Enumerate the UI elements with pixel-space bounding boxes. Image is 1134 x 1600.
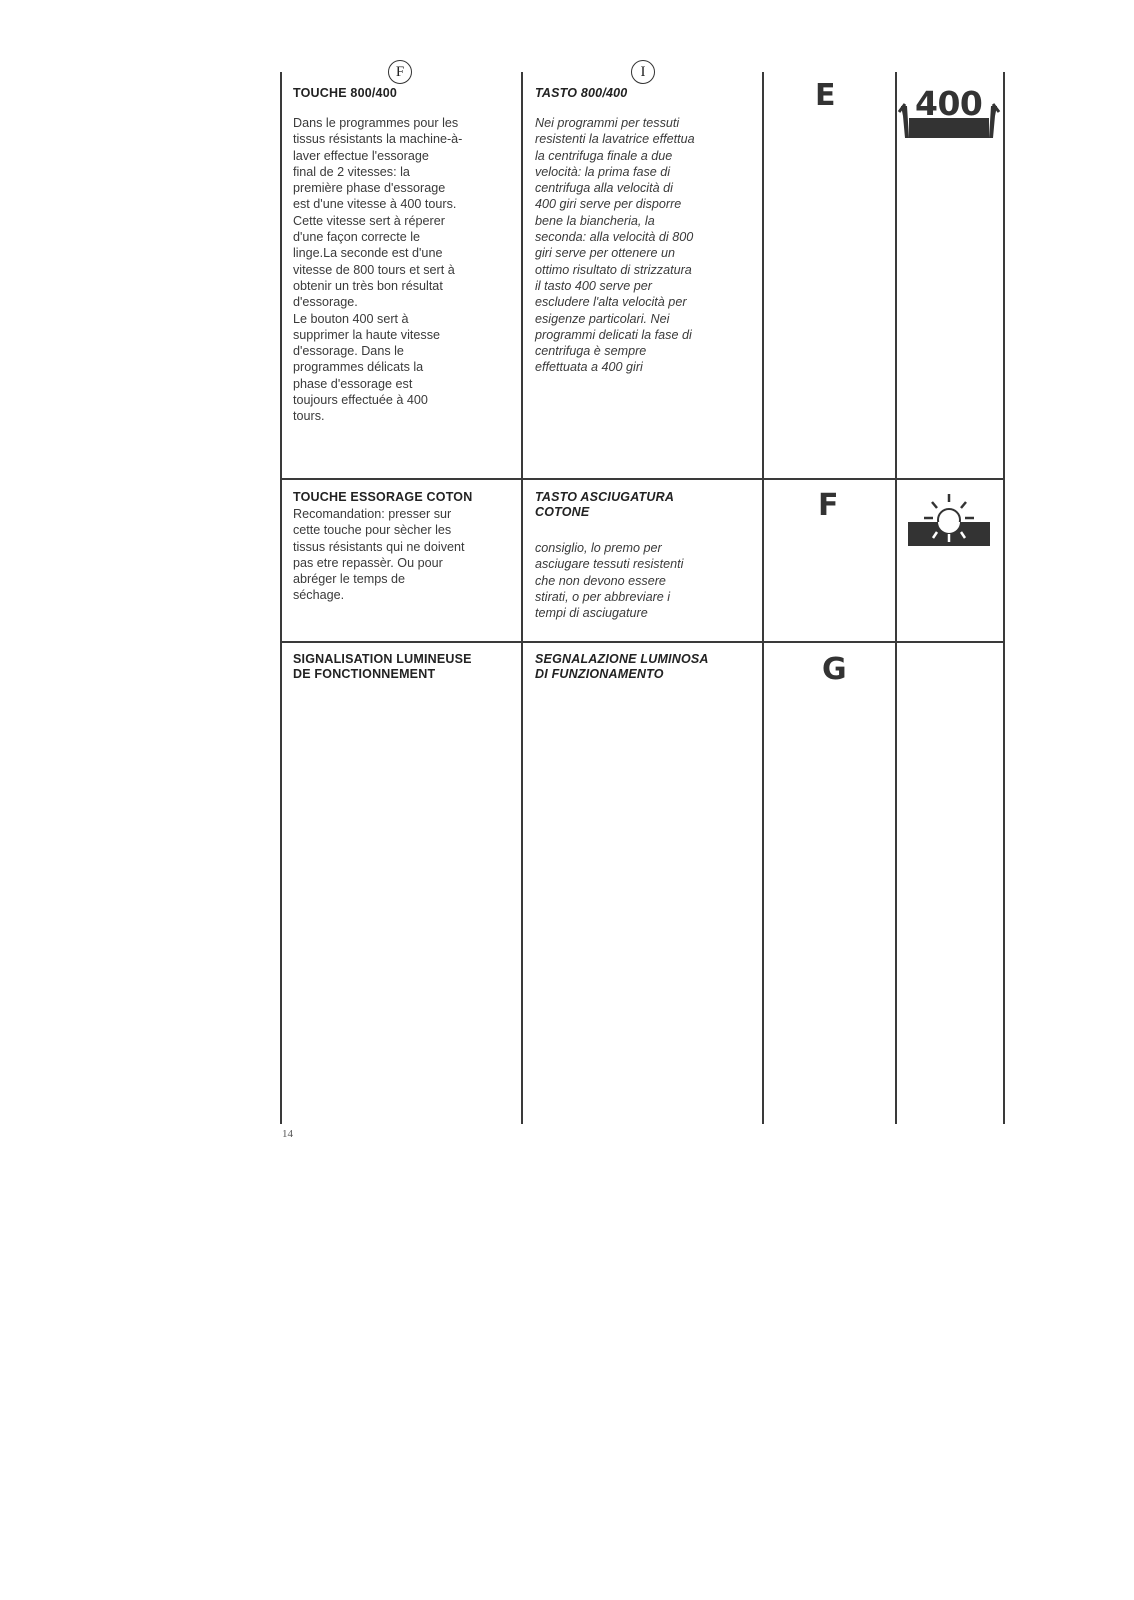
sun-drying-icon bbox=[906, 492, 992, 548]
french-text-f: Recomandation: presser sur cette touche pour sècher les tissus résistants qui ne doivent pas etre repassèr. Ou pour abréger le temps de séchage. bbox=[293, 507, 465, 603]
control-letter-e: E bbox=[815, 78, 836, 113]
french-language-mark: F bbox=[388, 60, 412, 84]
column-line-right bbox=[762, 72, 764, 1124]
italian-heading-g: SEGNALAZIONE LUMINOSA DI FUNZIONAMENTO bbox=[535, 652, 709, 681]
italian-heading-f: TASTO ASCIUGATURA COTONE bbox=[535, 490, 675, 519]
french-text-e: Dans le programmes pour les tissus résistants la machine-à- laver effectue l'essorage final de 2 vitesses: la première phase d'essorage est d'une vitesse à 400 tours. Cette vitesse sert à réperer d'une façon correcte le linge.La seconde est d'une vitesse de 800 tours et sert à obtenir un très bon résultat d'essorage. Le bouton 400 sert à supprimer la haute vitesse d'essorage. Dans le programmes délicats la phase d'essorage est toujours effectuée à 400 tours. bbox=[293, 116, 463, 424]
spin-400-label: 400 bbox=[915, 84, 983, 123]
row-divider-1 bbox=[280, 478, 1004, 480]
row-divider-2 bbox=[280, 641, 1004, 643]
column-line-outer bbox=[1003, 72, 1005, 1124]
control-letter-g: G bbox=[822, 652, 847, 687]
italian-text-e: Nei programmi per tessuti resistenti la lavatrice effettua la centrifuga finale a due velocità: la prima fase di centrifuga alla velocità di 400 giri serve per disporre bene la biancheria, la seconda: alla velocità di 800 giri serve per ottenere un ottimo risultato di strizzatura il tasto 400 serve per escludere l'alta velocità per esigenze particolari. Nei programmi delicati la fase di centrifuga è sempre effettuata a 400 giri bbox=[535, 116, 695, 375]
column-line-middle bbox=[521, 72, 523, 1124]
french-heading-g: SIGNALISATION LUMINEUSE DE FONCTIONNEMENT bbox=[293, 652, 472, 681]
page-number: 14 bbox=[282, 1128, 293, 1140]
french-heading-f: TOUCHE ESSORAGE COTON bbox=[293, 490, 473, 504]
italian-language-mark: I bbox=[631, 60, 655, 84]
french-heading-e: TOUCHE 800/400 bbox=[293, 86, 398, 100]
column-line-icons bbox=[895, 72, 897, 1124]
italian-heading-e: TASTO 800/400 bbox=[535, 86, 628, 100]
spin-400-icon bbox=[897, 82, 1001, 140]
italian-text-f: consiglio, lo premo per asciugare tessuti resistenti che non devono essere stirati, o per abbreviare i tempi di asciugature bbox=[535, 541, 684, 621]
control-letter-f: F bbox=[818, 488, 839, 523]
column-line-left bbox=[280, 72, 282, 1124]
